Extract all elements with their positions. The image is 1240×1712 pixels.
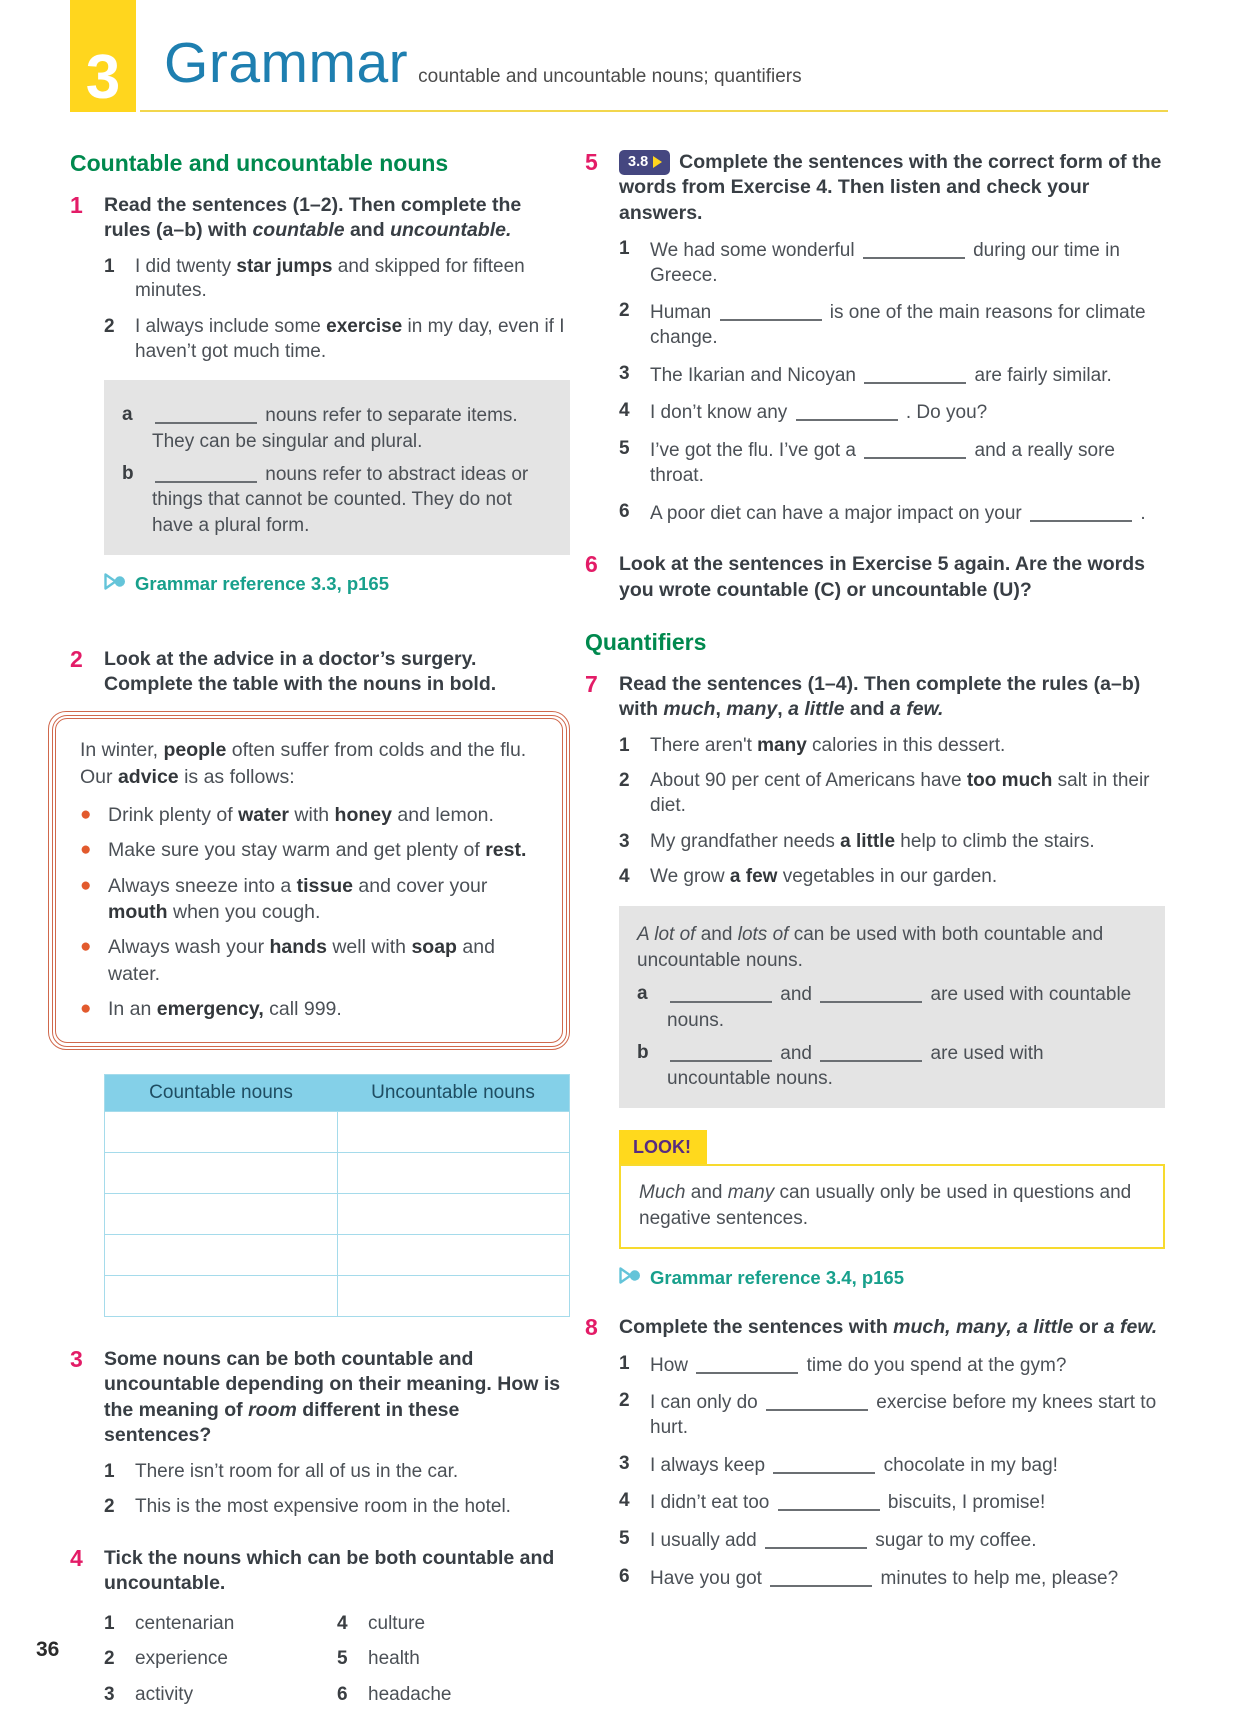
rules-intro: A lot of and lots of can be used with both countable and uncountable nouns. [637,924,1104,971]
table-cell [105,1235,337,1275]
item-text: The Ikarian and Nicoyan are fairly similar. [650,364,1112,386]
table-cell [337,1276,569,1316]
fill-in-blank [670,1043,772,1062]
word-item [337,1683,570,1708]
item-number: 1 [104,255,115,277]
rule-text: and are used with uncountable nouns. [667,1042,1044,1090]
exercise-number: 6 [585,551,598,578]
item-number: 4 [619,1490,630,1512]
exercise-item [619,1565,1165,1592]
grammar-reference-link [104,573,570,595]
exercise-number: 1 [70,192,83,218]
item-text: I usually add sugar to my coffee. [650,1529,1037,1551]
fill-in-blank [155,405,257,424]
item-text: My grandfather needs a little help to climb the stairs. [650,830,1095,852]
table-cell [337,1153,569,1193]
exercise-item [619,399,1165,426]
exercise-heading: Complete the sentences with much, many, a little or a few. [619,1316,1158,1339]
rules-box [104,380,570,554]
item-text: experience [135,1648,228,1670]
bullet-text: Make sure you stay warm and get plenty of rest. [108,839,527,862]
fill-in-blank [864,440,966,459]
fill-in-blank [864,365,966,384]
item-number: 5 [337,1648,348,1670]
look-tab: LOOK! [619,1130,707,1164]
item-number: 3 [104,1683,115,1705]
item-number: 5 [619,438,630,460]
item-number: 2 [104,1496,115,1518]
table-cell [337,1235,569,1275]
page-title: Grammar [164,31,409,95]
item-number: 3 [619,830,630,852]
table-cell [105,1276,337,1316]
audio-track-badge [619,150,670,175]
bullet-text: Always sneeze into a tissue and cover your mouth when you cough. [108,874,488,923]
header-rule [140,110,1168,112]
item-number: 2 [104,1648,115,1670]
bullet-icon: ● [80,839,92,861]
table-row [105,1193,569,1234]
exercise-number: 8 [585,1314,598,1341]
word-item [104,1647,337,1672]
item-text: How time do you spend at the gym? [650,1354,1067,1376]
fill-in-blank [765,1530,867,1549]
page-header [164,30,802,96]
right-column [585,150,1165,1617]
exercise-item [104,1460,570,1485]
reference-icon [104,573,126,595]
item-text: I don’t know any . Do you? [650,402,988,424]
rule-row [637,1040,1147,1092]
exercise-3 [70,1347,570,1520]
table-row [105,1111,569,1152]
exercise-item [619,237,1165,288]
exercise-item [619,1452,1165,1479]
item-number: 2 [619,1390,630,1412]
item-number: 6 [337,1683,348,1705]
exercise-item [619,299,1165,350]
item-number: 1 [619,734,630,756]
rule-label: b [122,462,134,484]
word-item [337,1647,570,1672]
exercise-item [619,500,1165,527]
exercise-item [104,1495,570,1520]
item-number: 1 [104,1612,115,1634]
rule-label: a [122,404,133,426]
bullet-text: Drink plenty of water with honey and lemon. [108,803,494,826]
exercise-item [104,315,570,364]
exercise-number: 5 [585,149,598,175]
advice-bullet [80,996,538,1022]
exercise-item [619,1489,1165,1516]
exercise-number: 7 [585,670,598,697]
item-number: 2 [619,300,630,322]
advice-intro: In winter, people often suffer from colds and the flu. Our advice is as follows: [80,739,527,788]
exercise-6 [585,552,1165,603]
item-number: 5 [619,1527,630,1549]
reference-icon [619,1267,641,1289]
item-text: There aren't many calories in this dessert. [650,734,1006,756]
exercise-heading: Tick the nouns which can be both countable and uncountable. [104,1546,555,1595]
play-icon [653,156,662,168]
item-text: About 90 per cent of Americans have too much salt in their diet. [650,770,1150,816]
item-text: We grow a few vegetables in our garden. [650,866,998,888]
rule-text: and are used with countable nouns. [667,984,1132,1031]
exercise-number: 2 [70,645,83,672]
table-cell [105,1194,337,1234]
item-text: I did twenty star jumps and skipped for fifteen minutes. [135,255,525,302]
audio-track-number: 3.8 [628,154,649,170]
word-item [104,1683,337,1708]
table-header-uncountable: Uncountable nouns [371,1082,535,1104]
left-column [70,150,570,1712]
exercise-heading: Look at the advice in a doctor’s surgery. Complete the table with the nouns in bold. [104,647,497,695]
nouns-table [104,1074,570,1317]
item-number: 6 [619,500,630,522]
reference-text: Grammar reference 3.3, p165 [135,572,390,594]
rule-label: a [637,983,648,1005]
exercise-heading-text: Complete the sentences with the correct form of the words from Exercise 4. Then listen and check your answers. [619,151,1162,224]
exercise-number: 3 [70,1346,83,1373]
exercise-7 [585,672,1165,1315]
page-number: 36 [36,1638,60,1661]
exercise-item [619,1352,1165,1379]
section-heading-quantifiers: Quantifiers [585,628,707,655]
exercise-item [619,769,1165,818]
advice-bullet [80,934,538,987]
item-number: 1 [619,1352,630,1374]
rule-row [637,981,1147,1033]
exercise-item [104,255,570,304]
rule-row [122,402,552,454]
item-number: 3 [619,1452,630,1474]
exercise-item [619,437,1165,488]
item-text: headache [368,1683,452,1705]
fill-in-blank [863,240,965,259]
rule-text: nouns refer to separate items. They can be singular and plural. [152,405,518,453]
item-number: 6 [619,1565,630,1587]
fill-in-blank [770,1568,872,1587]
exercise-5 [585,150,1165,526]
item-number: 2 [104,316,115,338]
rule-row [122,461,552,539]
bullet-icon: ● [80,874,92,896]
exercise-number: 4 [70,1544,83,1571]
table-row [105,1152,569,1193]
exercise-heading: Read the sentences (1–4). Then complete the rules (a–b) with much, many, a little and a few. [619,672,1141,721]
unit-number: 3 [85,42,121,112]
exercise-heading: Look at the sentences in Exercise 5 again. Are the words you wrote countable (C) or uncountable (U)? [619,553,1145,601]
exercise-item [619,362,1165,389]
fill-in-blank [670,984,772,1003]
table-cell [337,1112,569,1152]
item-text: culture [368,1612,426,1634]
exercise-item [619,734,1165,759]
doctor-advice-box [48,711,570,1050]
exercise-1 [70,193,570,621]
advice-bullet [80,802,538,828]
item-text: This is the most expensive room in the hotel. [135,1496,511,1518]
item-number: 1 [104,1460,115,1482]
grammar-reference-link [619,1267,1165,1289]
look-box [619,1130,1165,1249]
table-header-countable: Countable nouns [149,1082,293,1104]
fill-in-blank [820,1043,922,1062]
item-text: A poor diet can have a major impact on your . [650,502,1146,524]
exercise-heading [619,150,1165,226]
fill-in-blank [720,302,822,321]
item-number: 2 [619,770,630,792]
item-text: I always include some exercise in my day, even if I haven’t got much time. [135,316,565,362]
table-header-row [105,1075,569,1111]
word-item [337,1612,570,1637]
item-text: Human is one of the main reasons for climate change. [650,302,1146,349]
bullet-text: Always wash your hands well with soap and water. [108,936,495,985]
item-text: centenarian [135,1612,235,1634]
item-number: 1 [619,238,630,260]
item-text: There isn’t room for all of us in the car. [135,1460,459,1482]
bullet-text: In an emergency, call 999. [108,997,342,1020]
fill-in-blank [696,1355,798,1374]
reference-text: Grammar reference 3.4, p165 [650,1267,905,1289]
item-text: I didn’t eat too biscuits, I promise! [650,1492,1046,1514]
unit-number-badge [70,0,136,112]
section-heading-countable: Countable and uncountable nouns [70,150,449,176]
exercise-item [619,865,1165,890]
table-row [105,1275,569,1316]
rules-box-quantifiers [619,906,1165,1108]
item-number: 3 [619,362,630,384]
word-item [104,1612,337,1637]
exercise-8 [585,1315,1165,1591]
page-subtitle: countable and uncountable nouns; quantifiers [418,66,802,87]
fill-in-blank [1030,503,1132,522]
exercise-heading: Some nouns can be both countable and uncountable depending on their meaning. How is the meaning of room different in these sentences? [104,1348,561,1447]
bullet-icon: ● [80,803,92,825]
exercise-item [619,1389,1165,1440]
exercise-item [619,1527,1165,1554]
fill-in-blank [766,1392,868,1411]
advice-bullet [80,837,538,863]
rule-text: nouns refer to abstract ideas or things that cannot be counted. They do not have a plural form. [152,463,529,536]
look-body: Much and many can usually only be used in questions and negative sentences. [619,1164,1165,1249]
table-cell [105,1153,337,1193]
table-cell [105,1112,337,1152]
exercise-heading: Read the sentences (1–2). Then complete the rules (a–b) with countable and uncountable. [104,194,522,242]
fill-in-blank [773,1455,875,1474]
table-cell [337,1194,569,1234]
bullet-icon: ● [80,997,92,1019]
fill-in-blank [778,1492,880,1511]
advice-bullet [80,873,538,926]
fill-in-blank [820,984,922,1003]
exercise-4 [70,1546,570,1708]
exercise-item [619,830,1165,855]
item-text: I always keep chocolate in my bag! [650,1454,1058,1476]
bullet-icon: ● [80,936,92,958]
item-number: 4 [337,1612,348,1634]
fill-in-blank [796,402,898,421]
exercise-2 [70,647,570,698]
fill-in-blank [155,464,257,483]
item-text: I’ve got the flu. I’ve got a and a really sore throat. [650,440,1115,486]
item-text: We had some wonderful during our time in Greece. [650,240,1120,286]
item-text: Have you got minutes to help me, please? [650,1567,1119,1589]
item-text: I can only do exercise before my knees start to hurt. [650,1392,1157,1438]
rule-label: b [637,1041,649,1063]
item-number: 4 [619,400,630,422]
table-row [105,1234,569,1275]
item-text: activity [135,1683,194,1705]
item-text: health [368,1648,420,1670]
item-number: 4 [619,866,630,888]
